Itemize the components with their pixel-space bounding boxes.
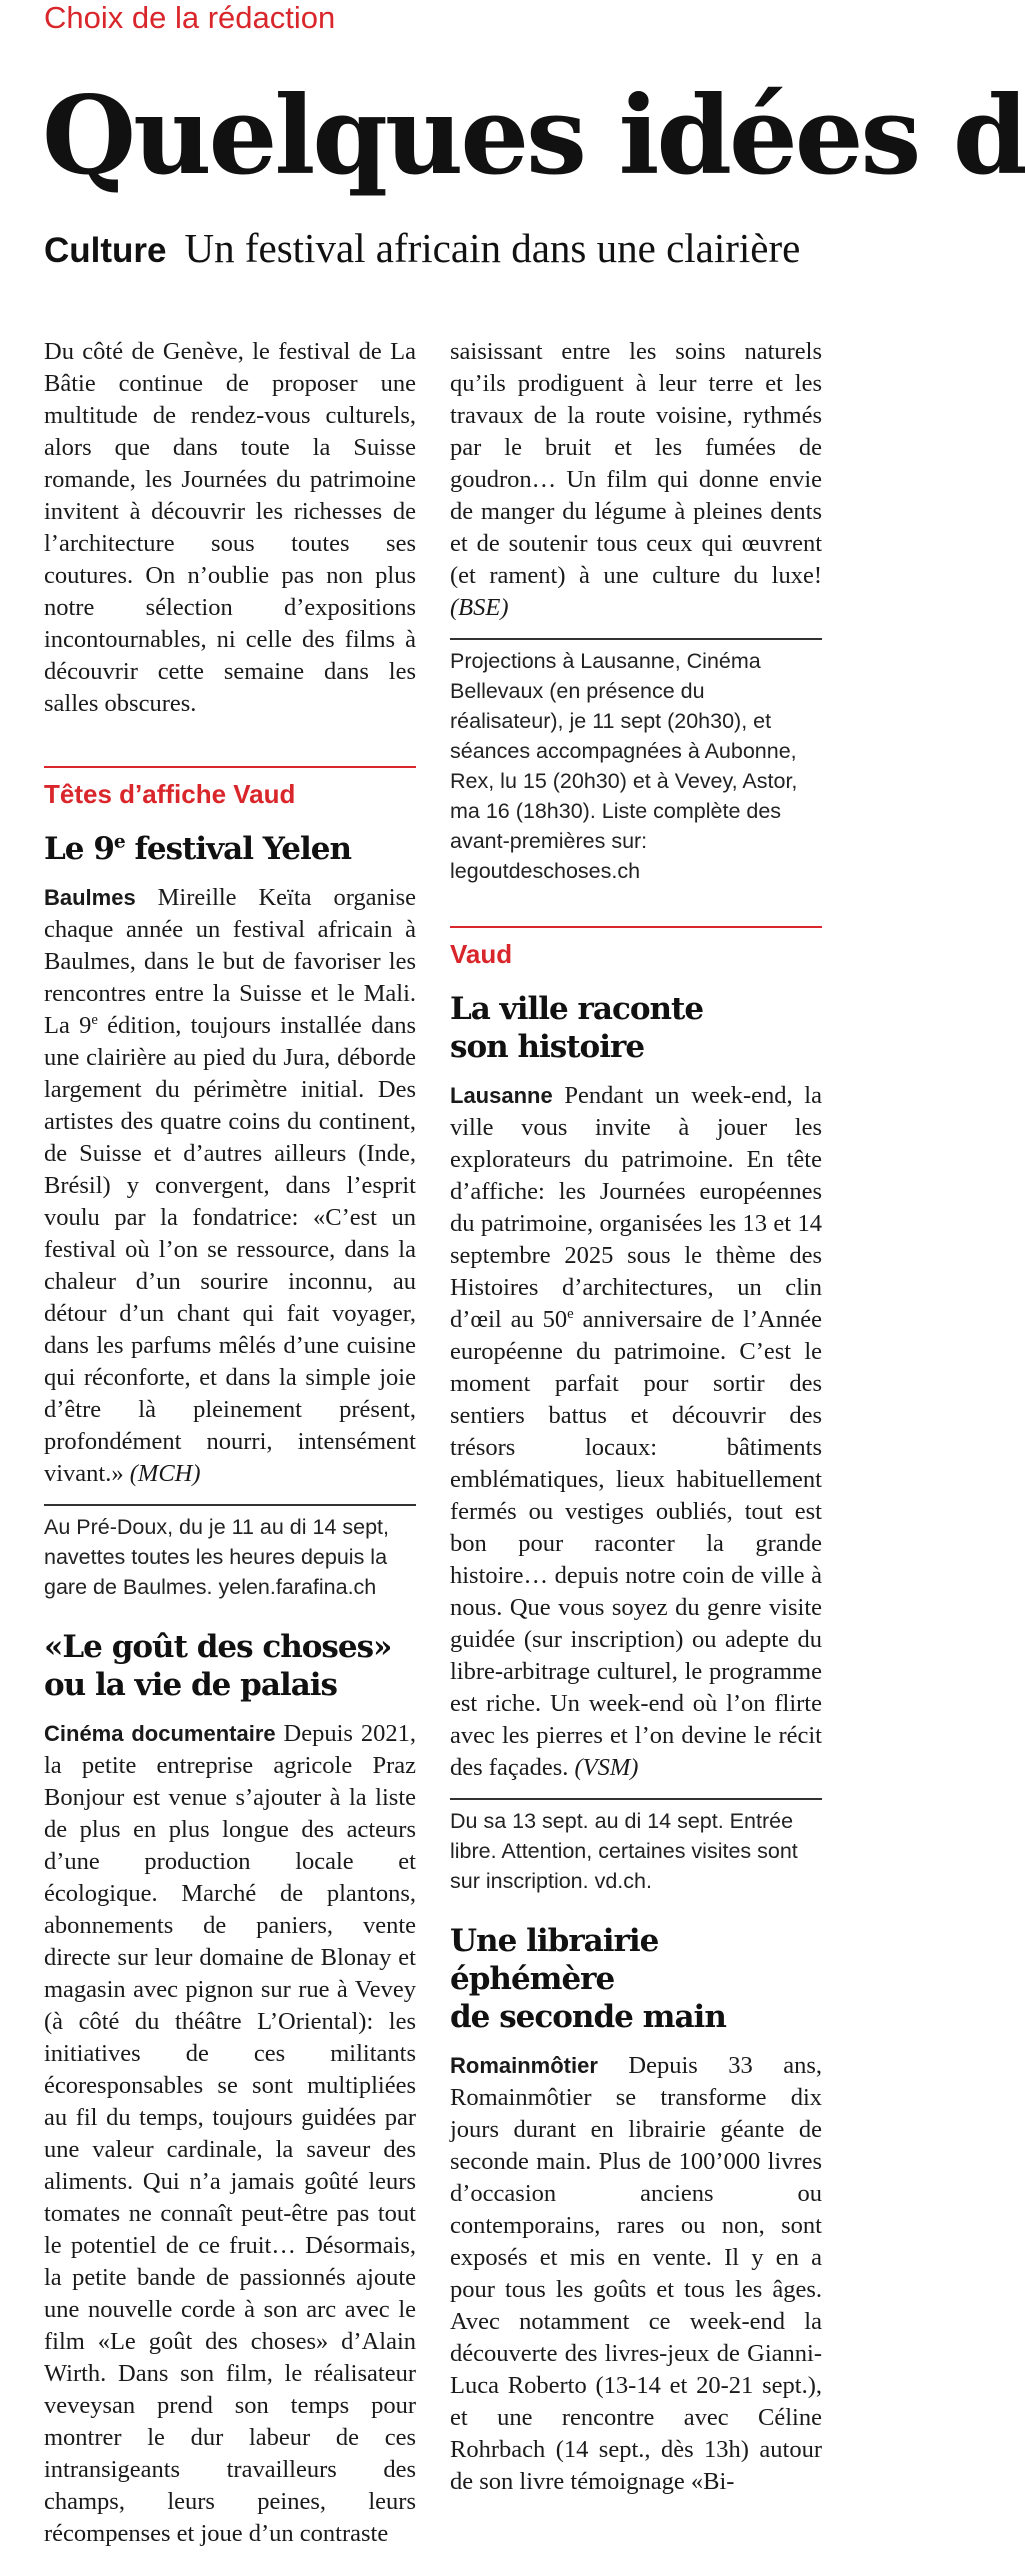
gout-body-start: Cinéma documentaire Depuis 2021, la petite entreprise agricole Praz Bonjour est venue s’ajouter à la liste de plus en plus longue des acteurs d’une production locale et écologique. Marché de plantons, abonnements de paniers, vente directe sur leur domaine de Blonay et magasin avec pignon sur rue à Vevey (à côté du théâtre L’Oriental): les initiatives de ces militants écoresponsables se sont multipliées au fil du temps, toujours guidées par une valeur cardinale, la saveur des aliments. Qui n’a jamais goûté leurs tomates ne connaît peut-être pas tout le potentiel de ce fruit… Désormais, la petite bande de passionnés ajoute une nouvelle corde à son arc avec le film «Le goût des choses» d’Alain Wirth. Dans son film, le réalisateur veveysan prend son temps pour montrer le dur labeur de ces intransigeants travailleurs des champs, leurs peines, leurs récompenses et joue d’un contraste <box>44 1720 416 2547</box>
yelen-body: Baulmes Mireille Keïta organise chaque année un festival africain à Baulmes, dans le but de favoriser les rencontres entre la Suisse et le Mali. La 9e édition, toujours installée dans une clairière au pied du Jura, déborde largement du périmètre initial. Des artistes des quatre coins du continent, de Suisse et d’autres ailleurs (Inde, Brésil) y convergent, dans l’esprit voulu par la fondatrice: «C’est un festival où l’on se ressource, dans la chaleur d’un sourire inconnu, au détour d’un chant qui fait voyager, dans les parfums mêlés d’une cuisine qui réconforte, et dans la simple joie d’être là pleinement présent, profondément nourri, intensément vivant.» (MCH) <box>44 884 416 1487</box>
ville-signature: (VSM) <box>574 1754 639 1781</box>
section-kicker: Choix de la rédaction <box>44 0 336 35</box>
yelen-lead: Baulmes <box>44 885 136 910</box>
rubric-label: Culture <box>44 231 167 270</box>
gout-info: Projections à Lausanne, Cinéma Bellevaux (en présence du réalisateur), je 11 sept (20h30), et séances accompagnées à Aubonne, Rex, lu 15 (20h30) et à Vevey, Astor, ma 16 (18h30). Liste complète des avant-premières sur: legoutdeschoses.ch <box>450 638 822 886</box>
dek-text: Un festival africain dans une clairière <box>184 225 801 271</box>
gout-body-continued: saisissant entre les soins naturels qu’ils prodiguent à leur terre et les travaux de la route voisine, rythmés par le bruit et les fumées de goudron… Un film qui donne envie de manger du légume à pleines dents et de soutenir tous ceux qui œuvrent (et rament) à une culture du luxe! (BSE) <box>450 338 822 621</box>
page-headline: Quelques idées d <box>42 73 1025 199</box>
subheadline <box>44 222 800 284</box>
librairie-lead: Romainmôtier <box>450 2053 598 2078</box>
gout-title: «Le goût des choses» ou la vie de palais <box>44 1629 392 1703</box>
librairie-title: Une librairie éphémère de seconde main <box>450 1923 726 2035</box>
ville-title: La ville raconte son histoire <box>450 991 704 1065</box>
ville-lead: Lausanne <box>450 1083 553 1108</box>
right-column <box>450 336 822 2498</box>
section-label-vaud: Vaud <box>450 939 513 969</box>
section-divider <box>44 766 416 768</box>
yelen-signature: (MCH) <box>129 1460 201 1487</box>
gout-lead: Cinéma documentaire <box>44 1721 276 1746</box>
yelen-info: Au Pré-Doux, du je 11 au di 14 sept, navettes toutes les heures depuis la gare de Baulmes. yelen.farafina.ch <box>44 1504 416 1602</box>
ville-info: Du sa 13 sept. au di 14 sept. Entrée libre. Attention, certaines visites sont sur inscription. vd.ch. <box>450 1798 822 1896</box>
ville-body: Lausanne Pendant un week-end, la ville vous invite à jouer les explorateurs du patrimoine. En tête d’affiche: les Journées européennes du patrimoine, organisées les 13 et 14 septembre 2025 sous le thème des Histoires d’architectures, un clin d’œil au 50e anniversaire de l’Année européenne du patrimoine. C’est le moment parfait pour sortir des sentiers battus et découvrir des trésors locaux: bâtiments emblématiques, lieux habituellement fermés ou vestiges oubliés, tout est bon pour raconter la grande histoire… depuis notre coin de ville à nous. Que vous soyez du genre visite guidée (sur inscription) ou adepte du libre-arbitrage culturel, le programme est riche. Un week-end où l’on flirte avec les pierres et l’on devine le récit des façades. (VSM) <box>450 1082 822 1781</box>
section-divider-vaud <box>450 926 822 928</box>
yelen-title: Le 9e festival Yelen <box>44 831 351 867</box>
librairie-body: Romainmôtier Depuis 33 ans, Romainmôtier se transforme dix jours durant en librairie géante de seconde main. Plus de 100’000 livres d’occasion anciens ou contemporains, rares ou non, sont exposés et mis en vente. Il y en a pour tous les goûts et tous les âges. Avec notamment ce week-end la découverte des livres-jeux de Gianni-Luca Roberto (13-14 et 20-21 sept.), et une rencontre avec Céline Rohrbach (14 sept., dès 13h) autour de son livre témoignage «Bi- <box>450 2052 822 2495</box>
left-column <box>44 336 416 2550</box>
intro-paragraph: Du côté de Genève, le festival de La Bâtie continue de proposer une multitude de rendez-vous culturels, alors que dans toute la Suisse romande, les Journées du patrimoine invitent à découvrir les richesses de l’architecture sous toutes ses coutures. On n’oublie pas non plus notre sélection d’expositions incontournables, ni celle des films à découvrir cette semaine dans les salles obscures. <box>44 338 416 717</box>
section-label-tetes-affiche: Têtes d’affiche Vaud <box>44 779 296 809</box>
gout-signature: (BSE) <box>450 594 509 621</box>
